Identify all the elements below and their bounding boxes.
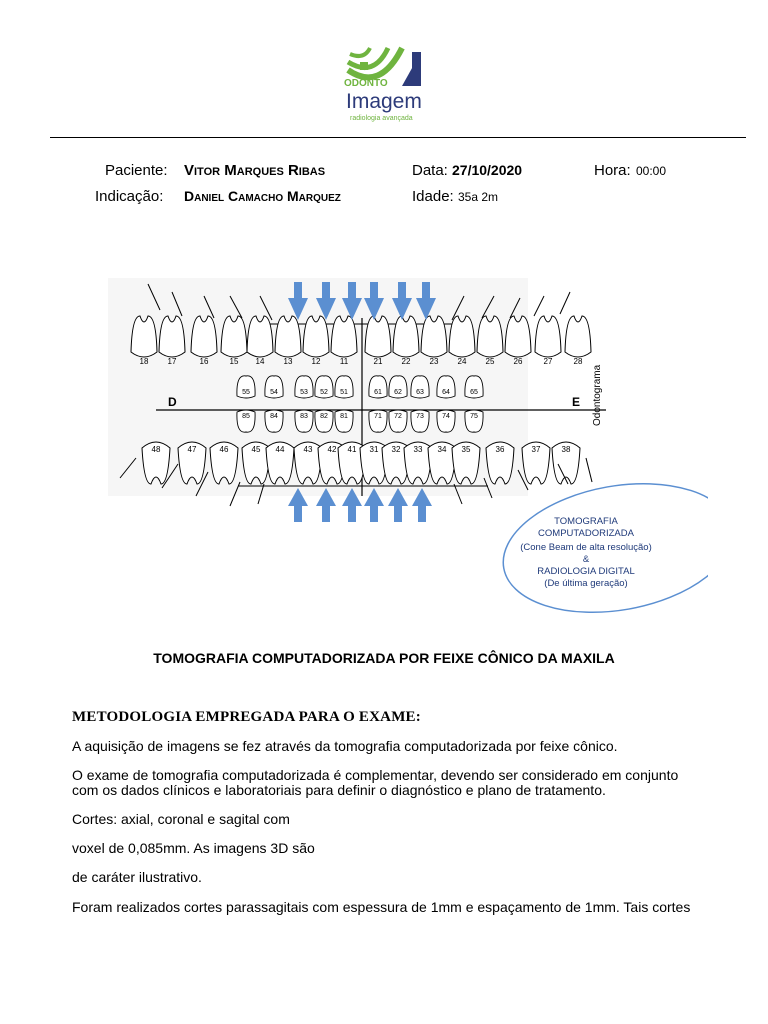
tooth-number: 15 <box>229 357 239 366</box>
tooth-number: 31 <box>369 445 379 454</box>
tooth-number: 71 <box>374 413 382 420</box>
tooth-number: 13 <box>283 357 293 366</box>
patient-label: Paciente: <box>105 162 168 179</box>
tooth-number: 55 <box>242 389 250 396</box>
odontogram-vertical-label: Odontograma <box>592 364 603 426</box>
tooth-outline <box>393 316 419 357</box>
tooth-number: 17 <box>167 357 177 366</box>
date-label: Data: <box>412 162 448 179</box>
age-value: 35a 2m <box>458 190 499 204</box>
tooth-number: 61 <box>374 389 382 396</box>
tooth-number: 26 <box>513 357 523 366</box>
callout-line: & <box>582 554 590 565</box>
tooth-number: 18 <box>139 357 149 366</box>
pointer-line <box>560 292 570 314</box>
paragraph-acquisition: A aquisição de imagens se fez através da tomografia computadorizada por feixe cônico. <box>72 738 618 754</box>
time-value: 00:00 <box>636 164 667 178</box>
tooth-number: 23 <box>429 357 439 366</box>
header-divider <box>50 137 746 138</box>
indication-label: Indicação: <box>95 188 164 205</box>
tooth-number: 34 <box>437 445 447 454</box>
tooth-outline <box>535 316 561 357</box>
indication-value: Daniel Camacho Marquez <box>184 188 341 204</box>
tooth-number: 51 <box>340 389 348 396</box>
tooth-number: 62 <box>394 389 402 396</box>
tooth-outline <box>565 316 591 357</box>
tooth-number: 16 <box>199 357 209 366</box>
side-label-right-patient: D <box>168 395 177 409</box>
callout-line: (Cone Beam de alta resolução) <box>520 542 652 553</box>
methodology-heading: METODOLOGIA EMPREGADA PARA O EXAME: <box>72 709 421 725</box>
tooth-number: 27 <box>543 357 553 366</box>
tooth-number: 22 <box>401 357 411 366</box>
tooth-number: 41 <box>347 445 357 454</box>
tooth-outline <box>303 316 329 357</box>
callout-line: TOMOGRAFIA <box>554 516 618 527</box>
odontogram <box>108 278 708 618</box>
tooth-number: 75 <box>470 413 478 420</box>
callout-line: COMPUTADORIZADA <box>538 528 634 539</box>
tooth-outline <box>331 316 357 357</box>
tooth-number: 14 <box>255 357 265 366</box>
paragraph-complementary-1: O exame de tomografia computadorizada é complementar, devendo ser considerado em conjunto <box>72 767 679 783</box>
tooth-number: 24 <box>457 357 467 366</box>
side-label-left-patient: E <box>572 395 581 409</box>
tooth-number: 11 <box>339 357 349 366</box>
tooth-number: 33 <box>413 445 423 454</box>
tooth-number: 21 <box>373 357 383 366</box>
tooth-number: 64 <box>442 389 450 396</box>
tooth-number: 43 <box>303 445 313 454</box>
tooth-number: 46 <box>219 445 229 454</box>
clinic-logo <box>340 40 430 126</box>
tooth-number: 85 <box>242 413 250 420</box>
age-label: Idade: <box>412 188 454 205</box>
paragraph-cuts: Cortes: axial, coronal e sagital com <box>72 811 290 827</box>
tooth-number: 48 <box>151 445 161 454</box>
pointer-line <box>534 296 544 316</box>
tooth-number: 84 <box>270 413 278 420</box>
logo-main-text: Imagem <box>346 90 422 113</box>
tooth-number: 32 <box>391 445 401 454</box>
tooth-outline <box>131 316 157 357</box>
tooth-outline <box>477 316 503 357</box>
time-label: Hora: <box>594 162 631 179</box>
tooth-outline <box>191 316 217 357</box>
tooth-number: 53 <box>300 389 308 396</box>
tooth-outline <box>449 316 475 357</box>
tooth-outline <box>159 316 185 357</box>
paragraph-voxel: voxel de 0,085mm. As imagens 3D são <box>72 840 315 856</box>
tooth-outline <box>275 316 301 357</box>
paragraph-illustrative: de caráter ilustrativo. <box>72 869 202 885</box>
tooth-number: 12 <box>311 357 321 366</box>
patient-name: Vitor Marques Ribas <box>184 162 326 179</box>
tooth-number: 38 <box>561 445 571 454</box>
tooth-outline <box>421 316 447 357</box>
tooth-number: 25 <box>485 357 495 366</box>
tooth-number: 83 <box>300 413 308 420</box>
pointer-line <box>586 458 592 482</box>
tooth-number: 37 <box>531 445 541 454</box>
tooth-number: 47 <box>187 445 197 454</box>
tooth-number: 44 <box>275 445 285 454</box>
logo-tagline: radiologia avançada <box>350 115 413 122</box>
tooth-number: 45 <box>251 445 261 454</box>
tooth-number: 54 <box>270 389 278 396</box>
tooth-number: 52 <box>320 389 328 396</box>
tooth-number: 82 <box>320 413 328 420</box>
odontogram-svg <box>108 278 708 618</box>
tooth-number: 73 <box>416 413 424 420</box>
tooth-number: 72 <box>394 413 402 420</box>
paragraph-complementary-2: com os dados clínicos e laboratoriais para definir o diagnóstico e plano de tratamento. <box>72 782 606 798</box>
callout-line: (De última geração) <box>544 578 628 589</box>
tooth-number: 63 <box>416 389 424 396</box>
tooth-number: 81 <box>340 413 348 420</box>
logo-top-text: ODONTO <box>344 78 388 89</box>
tooth-number: 28 <box>573 357 583 366</box>
tooth-outline <box>221 316 247 357</box>
tooth-outline <box>505 316 531 357</box>
tooth-number: 36 <box>495 445 505 454</box>
tooth-outline <box>247 316 273 357</box>
tooth-outline <box>365 316 391 357</box>
report-title: TOMOGRAFIA COMPUTADORIZADA POR FEIXE CÔNICO DA MAXILA <box>153 650 615 666</box>
tooth-number: 74 <box>442 413 450 420</box>
tooth-number: 35 <box>461 445 471 454</box>
tooth-number: 42 <box>327 445 337 454</box>
date-value: 27/10/2020 <box>452 162 523 178</box>
paragraph-parasagittal: Foram realizados cortes parassagitais com espessura de 1mm e espaçamento de 1mm. Tais cortes <box>72 899 691 915</box>
tooth-number: 65 <box>470 389 478 396</box>
callout-line: RADIOLOGIA DIGITAL <box>537 566 635 577</box>
